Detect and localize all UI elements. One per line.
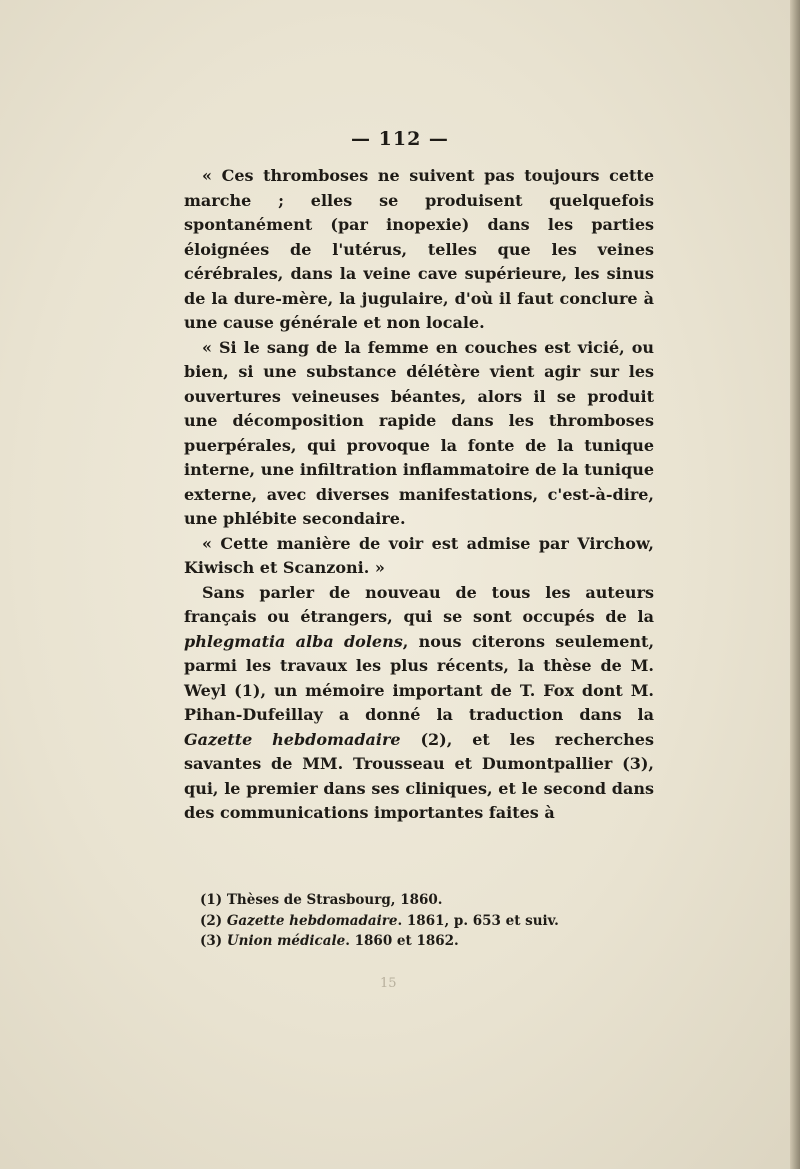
signature-mark: 15 [380, 976, 397, 991]
paragraph-3 [184, 532, 654, 581]
text-run: « Cette manière de voir est admise par Virchow, Kiwisch et Scanzoni. » [184, 533, 654, 577]
page-number: — 112 — [351, 128, 449, 150]
text-run: « Si le sang de la femme en couches est vicié, ou bien, si une substance délétère vient agir sur les ouvertures veineuses béantes, alors il se produit une décomposition rapide dans les thromboses puerpérales, qui provoque la fonte de la tunique interne, une infiltration inflammatoire de la tunique externe, avec diverses manifestations, c'est-à-dire, une phlébite secondaire. [184, 337, 654, 528]
body-text [184, 164, 654, 826]
footnote-3 [200, 931, 640, 952]
page-edge-shadow [790, 0, 800, 1169]
text-run: . 1861, p. 653 et suiv. [397, 912, 559, 929]
italic-text: phlegmatia alba dolens [184, 631, 403, 651]
paragraph-2 [184, 336, 654, 532]
paragraph-1 [184, 164, 654, 336]
footnote-2 [200, 911, 640, 932]
text-run: (2) [200, 912, 227, 929]
italic-text: Gazette hebdomadaire [184, 729, 401, 749]
text-run: Sans parler de nouveau de tous les auteurs français ou étrangers, qui se sont occupés de la [184, 582, 654, 626]
footnote-1 [200, 890, 640, 911]
footnotes [200, 890, 640, 952]
text-run: (1) Thèses de Strasbourg, 1860. [200, 892, 443, 908]
text-run: (2), et les recherches savantes de MM. Trousseau et Dumontpallier (3), qui, le premier dans ses cliniques, et le second dans des communications importantes faites à [184, 729, 654, 822]
text-run: , nous citerons seulement, parmi les travaux les plus récents, la thèse de M. Weyl (1), un mémoire important de T. Fox dont M. Pihan-Dufeillay a donné la traduction dans la [184, 631, 655, 724]
paragraph-4 [184, 581, 654, 826]
text-run: . 1860 et 1862. [345, 933, 459, 949]
italic-text: Union médicale [226, 933, 346, 949]
text-run: « Ces thromboses ne suivent pas toujours cette marche ; elles se produisent quelquefois spontanément (par inopexie) dans les parties éloignées de l'utérus, telles que les veines cérébrales, dans la veine cave supérieure, les sinus de la dure-mère, la jugulaire, d'où il faut conclure à une cause générale et non locale. [184, 166, 654, 332]
italic-text: Gazette hebdomadaire [226, 912, 398, 929]
text-run: (3) [200, 933, 227, 949]
